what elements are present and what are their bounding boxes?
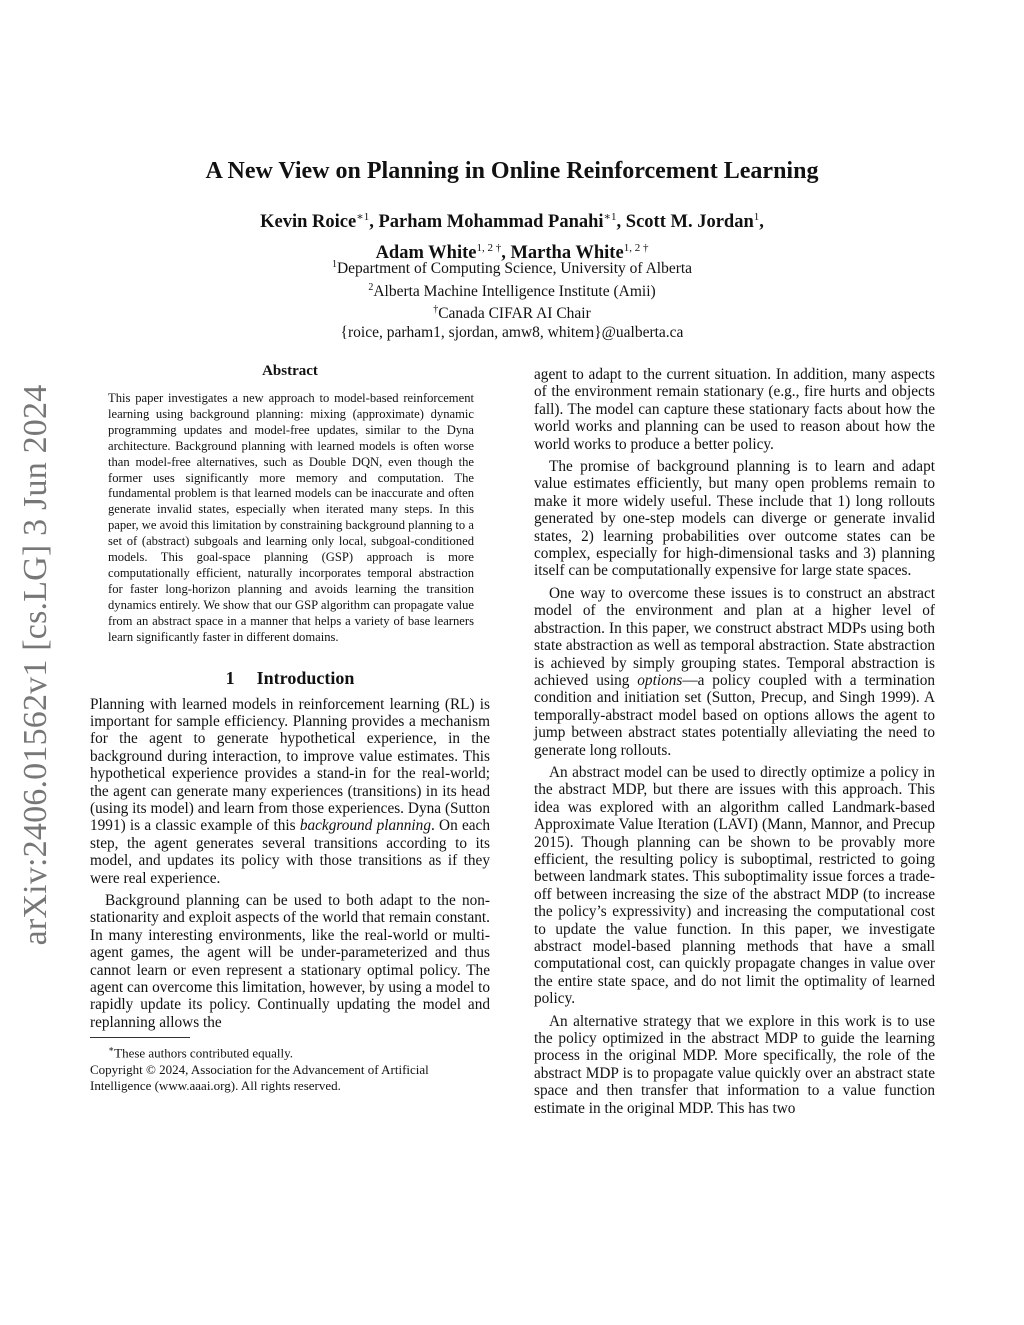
author-emails bbox=[0, 324, 1024, 343]
affiliation-mark: † bbox=[433, 304, 439, 316]
affiliation-mark: 2 bbox=[368, 281, 374, 293]
email-text: {roice, parham1, sjordan, amw8, whitem}@ualberta.ca bbox=[340, 323, 684, 341]
affiliation-text: Canada CIFAR AI Chair bbox=[438, 305, 591, 323]
intro-paragraph: Planning with learned models in reinforcement learning (RL) is important for sample efficiency. Planning provides a mechanism for the agent to generate hypothetical experience, in the background during interaction, to improve value estimates. This hypothetical experience provides a stand-in for the real-world; the agent can generate many experiences (transitions) in its head (using its model) and learn from those experiences. Dyna (Sutton 1991) is a classic example of this background planning. On each step, the agent generates several transitions according to its model, and updates its policy with those transitions as if they were real experience. bbox=[90, 695, 490, 887]
author-name: Adam White bbox=[375, 243, 477, 264]
author-affil-mark: ∗1 bbox=[356, 211, 370, 223]
footnote-equal-contribution: ∗These authors contributed equally. bbox=[108, 1044, 294, 1061]
intro-paragraph: An abstract model can be used to directly optimize a policy in the abstract MDP, but there are issues with this approach. This idea was explored with an algorithm called Landmark-based Approximate Value Iteration (LAVI) (Mann, Mannor, and Precup 2015). Though planning can be shown to be provably more efficient, the resulting policy is suboptimal, restricted to going between landmark states. This suboptimality issue forces a trade-off between increasing the size of the abstract MDP (to increase the policy’s expressivity) and increasing the computational cost to update the value function. In this paper, we investigate abstract model-based planning methods that have a small computational cost, can quickly propagate changes in value over the entire state space, and do not limit the optimality of learned policy. bbox=[534, 763, 935, 1008]
author-affil-mark: 1, 2 † bbox=[476, 242, 502, 255]
footnote-divider bbox=[90, 1037, 190, 1038]
arxiv-identifier: arXiv:2406.01562v1 [cs.LG] 3 Jun 2024 bbox=[17, 384, 54, 946]
left-column bbox=[90, 363, 490, 1094]
intro-paragraph: Background planning can be used to both adapt to the non-stationarity and exploit aspects of the world that remain constant. In many interesting environments, like the real-world or multi-agent games, the agent will be under-parameterized and thus cannot learn or even represent a stationary optimal policy. The agent can overcome this limitation, however, by using a model to rapidly update its policy. Continually updating the model and replanning allows the bbox=[90, 891, 490, 1031]
affiliation-line bbox=[0, 256, 1024, 279]
author-name: Kevin Roice bbox=[260, 212, 357, 233]
abstract-heading: Abstract bbox=[262, 363, 318, 379]
author-name: Parham Mohammad Panahi bbox=[378, 212, 604, 233]
author-affil-mark: 1 bbox=[753, 211, 760, 223]
paper-title: A New View on Planning in Online Reinforcement Learning bbox=[205, 158, 819, 184]
intro-paragraph: One way to overcome these issues is to construct an abstract model of the environment and plan at a higher level of abstraction. In this paper, we construct abstract MDPs using both state abstraction as well as temporal abstraction. State abstraction is achieved by simply grouping states. Temporal abstraction is achieved using options—a policy coupled with a termination condition and initiation set (Sutton, Precup, and Singh 1999). A temporally-abstract model based on options allows the agent to jump between abstract states potentially alleviating the need to generate long rollouts. bbox=[534, 584, 935, 759]
affiliation-mark: 1 bbox=[331, 259, 337, 270]
author-line-1 bbox=[0, 204, 1024, 235]
author-separator: , bbox=[369, 212, 379, 233]
affiliation-text: Department of Computing Science, University of Alberta bbox=[336, 260, 693, 278]
author-separator: , bbox=[759, 212, 764, 233]
copyright-notice: Copyright © 2024, Association for the Advancement of Artificial Intelligence (www.aaai.org). All rights reserved. bbox=[90, 1061, 429, 1093]
affiliation-line bbox=[0, 301, 1024, 324]
arxiv-side-stamp bbox=[16, 365, 56, 965]
abstract-text: This paper investigates a new approach to model-based reinforcement learning using background planning: mixing (approximate) dynamic programming updates and model-free updates, similar to the Dyna architecture. Background planning with learned models is often worse than model-free alternatives, such as Double DQN, even though the former uses significantly more memory and computation. The fundamental problem is that learned models can be inaccurate and often generate invalid states, especially when iterated many steps. In this paper, we avoid this limitation by constraining background planning to a set of (abstract) subgoals and learning only local, subgoal-conditioned models. This goal-space planning (GSP) approach is more computationally efficient, naturally incorporates temporal abstraction for faster long-horizon planning and avoids learning the transition dynamics entirely. We show that our GSP algorithm can propagate value from an abstract space in a manner that helps a variety of base learners learn significantly faster in different domains. bbox=[108, 391, 474, 644]
affiliation-text: Alberta Machine Intelligence Institute (Amii) bbox=[373, 282, 656, 300]
section-title-text: Introduction bbox=[256, 667, 355, 688]
author-separator: , bbox=[616, 212, 626, 233]
intro-paragraph: The promise of background planning is to learn and adapt value estimates efficiently, but many open problems remain to make it more widely useful. These include that 1) long rollouts generated by one-step models can diverge or generate invalid states, 2) learning probabilities over outcome states can be complex, especially for high-dimensional tasks and 3) planning itself can be computationally expensive for large state spaces. bbox=[534, 458, 935, 580]
affiliations bbox=[0, 256, 1024, 342]
author-affil-mark: ∗1 bbox=[603, 211, 617, 223]
intro-paragraph: An alternative strategy that we explore in this work is to use the policy optimized in the abstract MDP to guide the learning process in the original MDP. More specifically, the role of the abstract MDP is to propagate value quickly over an abstract state space and then transfer that information to a value function estimate in the original MDP. This has two bbox=[534, 1012, 935, 1117]
emphasis-text: background planning bbox=[299, 817, 431, 835]
footnote-mark: ∗ bbox=[108, 1044, 115, 1055]
intro-paragraph: agent to adapt to the current situation. In addition, many aspects of the environment remain stationary (e.g., fire hurts and objects fall). The model can capture these stationary facts about how the world works and planning can be used to reason about how the world works to produce a better policy. bbox=[534, 366, 935, 453]
author-separator: , bbox=[501, 243, 511, 264]
section-heading-introduction bbox=[90, 668, 490, 689]
section-number: 1 bbox=[225, 667, 235, 688]
author-name: Martha White bbox=[510, 243, 624, 264]
author-name: Scott M. Jordan bbox=[625, 212, 754, 233]
author-affil-mark: 1, 2 † bbox=[623, 242, 649, 255]
emphasis-text: options bbox=[637, 671, 683, 689]
right-column bbox=[534, 366, 935, 1117]
footnote bbox=[90, 1041, 490, 1093]
affiliation-line bbox=[0, 279, 1024, 302]
